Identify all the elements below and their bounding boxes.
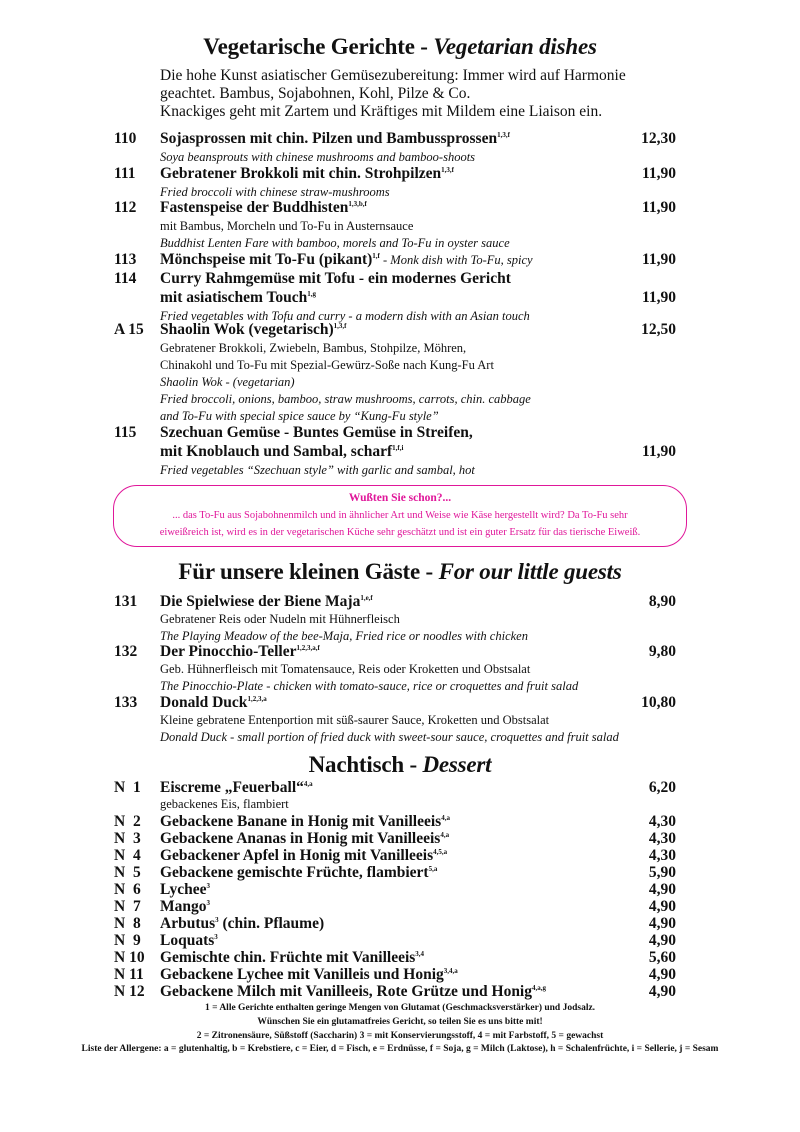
dessert-heading-en: Dessert xyxy=(422,752,492,777)
dish-description-en: The Playing Meadow of the bee-Maja, Fried rice or noodles with chicken xyxy=(160,629,528,643)
kids-heading xyxy=(0,559,800,585)
intro-line: Die hohe Kunst asiatischer Gemüsezubereitung: Immer wird auf Harmonie xyxy=(160,67,626,84)
dish-number: 113 xyxy=(114,251,137,268)
footer-note: 1 = Alle Gerichte enthalten geringe Mengen von Glutamat (Geschmacksverstärker) und Jodsalz. xyxy=(204,1003,596,1013)
dish-title: Lychee$^3$ xyxy=(160,881,210,898)
dish-title: Der Pinocchio-Teller$^{1,2,3,a,f}$ xyxy=(160,643,320,660)
allergen-codes: 1,f xyxy=(372,251,380,260)
dish-price: 11,90 xyxy=(641,165,676,182)
allergen-codes: 5,a xyxy=(428,864,438,873)
dish-number: 132 xyxy=(114,643,138,660)
dish-description-en: Soya beansprouts with chinese mushrooms and bamboo-shoots xyxy=(160,150,476,164)
dish-title: Fastenspeise der Buddhisten$^{1,3,b,f}$ xyxy=(160,199,367,216)
dish-description: Geb. Hühnerfleisch mit Tomatensauce, Reis oder Kroketten und Obstsalat xyxy=(160,662,531,676)
dish-price: 4,90 xyxy=(648,932,676,949)
allergen-codes: 1,3,f xyxy=(441,165,455,174)
veg-intro xyxy=(160,67,626,121)
dish-description-en: Fried broccoli, onions, bamboo, straw mushrooms, carrots, chin. cabbage xyxy=(160,392,531,406)
dish-price: 11,90 xyxy=(641,251,676,268)
dish-number: 131 xyxy=(114,593,138,610)
allergen-codes: 3 xyxy=(215,915,219,924)
dish-number: N 8 xyxy=(114,915,141,932)
allergen-codes: 3,4 xyxy=(415,949,425,958)
dish-title: Loquats$^3$ xyxy=(160,932,218,949)
dish-description-en: Fried broccoli with chinese straw-mushrooms xyxy=(160,185,390,199)
allergen-codes: 1,f,i xyxy=(392,443,404,452)
dish-price: 6,20 xyxy=(648,779,676,796)
dish-title: Die Spielwiese der Biene Maja$^{1,e,f}$ xyxy=(160,593,373,610)
dish-title: Curry Rahmgemüse mit Tofu - ein modernes Gericht xyxy=(160,270,511,287)
allergen-codes: 3 xyxy=(206,881,210,890)
dish-number: A 15 xyxy=(114,321,144,338)
allergen-codes: 1,3,f xyxy=(333,321,347,330)
kids-heading-en: For our little guests xyxy=(438,559,622,584)
footer-note: Wünschen Sie ein glutamatfreies Gericht, so teilen Sie es uns bitte mit! xyxy=(257,1017,543,1027)
allergen-codes: 3,4,a xyxy=(443,966,458,975)
dish-title: Gebackene Banane in Honig mit Vanilleeis$^{4,a}$ xyxy=(160,813,450,830)
dish-number: N 7 xyxy=(114,898,141,915)
dish-price: 11,90 xyxy=(641,443,676,460)
allergen-codes: 3 xyxy=(206,898,210,907)
dish-number: 115 xyxy=(114,424,137,441)
dish-number: N 11 xyxy=(114,966,144,983)
allergen-codes: 4,a,g xyxy=(532,983,546,992)
dish-number: N 1 xyxy=(114,779,141,796)
dish-price: 4,90 xyxy=(648,915,676,932)
dish-title: Szechuan Gemüse - Buntes Gemüse in Streifen, xyxy=(160,424,473,441)
dish-price: 8,90 xyxy=(648,593,676,610)
dish-description-en: Donald Duck - small portion of fried duck with sweet-sour sauce, croquettes and fruit salad xyxy=(160,730,619,744)
dish-number: N 6 xyxy=(114,881,141,898)
dish-title: Gebackene Ananas in Honig mit Vanilleeis$^{4,a}$ xyxy=(160,830,450,847)
allergen-codes: 4,a xyxy=(440,830,450,839)
allergen-codes: 1,2,3,a xyxy=(247,694,267,703)
footer-note: 2 = Zitronensäure, Süßstoff (Saccharin) 3 = mit Konservierungsstoff, 4 = mit Farbstoff, 5 = gewachst xyxy=(196,1031,604,1041)
dish-number: N 5 xyxy=(114,864,141,881)
kids-heading-de: Für unsere kleinen Gäste - xyxy=(178,559,433,584)
dish-price: 5,90 xyxy=(648,864,676,881)
dish-description-en: Fried vegetables with Tofu and curry - a modern dish with an Asian touch xyxy=(160,309,530,323)
dish-price: 12,30 xyxy=(641,130,676,147)
dish-title: Gebackener Apfel in Honig mit Vanilleeis$^{4,5,a}$ xyxy=(160,847,448,864)
dish-description-en: Fried vegetables “Szechuan style” with garlic and sambal, hot xyxy=(160,463,475,477)
dish-number: 112 xyxy=(114,199,137,216)
intro-line: geachtet. Bambus, Sojabohnen, Kohl, Pilze & Co. xyxy=(160,85,471,102)
dish-number: N 9 xyxy=(114,932,141,949)
dish-title: Gebackene Lychee mit Vanilleis und Honig$^{3,4,a}$ xyxy=(160,966,458,983)
dish-number: 133 xyxy=(114,694,138,711)
dish-price: 11,90 xyxy=(641,289,676,306)
allergen-codes: 1,e,f xyxy=(360,593,373,602)
dish-description-en: and To-Fu with special spice sauce by “Kung-Fu style” xyxy=(160,409,439,423)
allergen-codes: 1,2,3,a,f xyxy=(296,643,320,652)
dish-number: N 12 xyxy=(114,983,145,1000)
dish-title: Gebackene Milch mit Vanilleeis, Rote Grütze und Honig$^{4,a,g}$ xyxy=(160,983,546,1000)
dish-description: Gebratener Reis oder Nudeln mit Hühnerfleisch xyxy=(160,612,400,626)
dish-number: 111 xyxy=(114,165,136,182)
dish-price: 4,90 xyxy=(648,966,676,983)
dish-number: N 2 xyxy=(114,813,141,830)
dish-price: 4,90 xyxy=(648,983,676,1000)
dish-price: 11,90 xyxy=(641,199,676,216)
dish-price: 4,90 xyxy=(648,898,676,915)
allergen-codes: 4,5,a xyxy=(433,847,448,856)
dish-title: Donald Duck$^{1,2,3,a}$ xyxy=(160,694,267,711)
dish-title: Sojasprossen mit chin. Pilzen und Bambussprossen$^{1,3,f}$ xyxy=(160,130,510,147)
intro-line: Knackiges geht mit Zartem und Kräftiges mit Mildem eine Liaison ein. xyxy=(160,103,603,120)
dish-description-en: The Pinocchio-Plate - chicken with tomato-sauce, rice or croquettes and fruit salad xyxy=(160,679,579,693)
dish-number: N 3 xyxy=(114,830,141,847)
dish-price: 9,80 xyxy=(648,643,676,660)
dish-number: 114 xyxy=(114,270,137,287)
dish-title: Shaolin Wok (vegetarisch)$^{1,3,f}$ xyxy=(160,321,347,338)
dish-price: 4,30 xyxy=(648,847,676,864)
allergen-codes: 1,g xyxy=(307,289,317,298)
allergen-codes: 4,a xyxy=(441,813,450,822)
dish-title: Mango$^3$ xyxy=(160,898,210,915)
dish-price: 4,30 xyxy=(648,813,676,830)
dish-title-en: - Monk dish with To-Fu, spicy xyxy=(379,253,533,267)
allergen-codes: 3 xyxy=(214,932,218,941)
dessert-heading-de: Nachtisch - xyxy=(308,752,417,777)
veg-heading-en: Vegetarian dishes xyxy=(433,34,597,59)
dish-title: Arbutus$^3$ (chin. Pflaume) xyxy=(160,915,325,932)
dish-title: Gebratener Brokkoli mit chin. Strohpilzen$^{1,3,f}$ xyxy=(160,165,455,182)
dish-title: Gebackene gemischte Früchte, flambiert$^{5,a}$ xyxy=(160,864,438,881)
dish-title: Mönchspeise mit To-Fu (pikant)$^{1,f}$ - Monk dish with To-Fu, spicy xyxy=(160,251,533,268)
dish-title: Eiscreme „Feuerball“$^{4,a}$ xyxy=(160,779,313,796)
dish-price: 5,60 xyxy=(648,949,676,966)
dish-description: mit Bambus, Morcheln und To-Fu in Austernsauce xyxy=(160,219,414,233)
dish-description-en: Buddhist Lenten Fare with bamboo, morels and To-Fu in oyster sauce xyxy=(160,236,510,250)
footer-note: Liste der Allergene: a = glutenhaltig, b = Krebstiere, c = Eier, d = Fisch, e = Erdnüsse, f = Soja, g = Milch (Laktose), h = Schalenfrüchte, i = Sellerie, j = Sesam xyxy=(81,1044,719,1054)
dish-number: N 10 xyxy=(114,949,145,966)
dish-number: N 4 xyxy=(114,847,141,864)
dish-description: Chinakohl und To-Fu mit Spezial-Gewürz-Soße nach Kung-Fu Art xyxy=(160,358,494,372)
dish-number: 110 xyxy=(114,130,137,147)
allergen-codes: 4,a xyxy=(303,779,313,788)
dish-title: Gemischte chin. Früchte mit Vanilleeis$^{3,4}$ xyxy=(160,949,425,966)
info-line: ... das To-Fu aus Sojabohnenmilch und in ähnlicher Art und Weise wie Käse hergestellt wird? Da To-Fu sehr xyxy=(172,510,628,521)
info-line: eiweißreich ist, wird es in der vegetarischen Küche sehr geschätzt und ist ein guter Ersatz für das tierische Eiweiß. xyxy=(159,527,641,538)
veg-heading-de: Vegetarische Gerichte - xyxy=(203,34,428,59)
dish-title: mit asiatischem Touch$^{1,g}$ xyxy=(160,289,317,306)
dish-description: Gebratener Brokkoli, Zwiebeln, Bambus, Stohpilze, Möhren, xyxy=(160,341,467,355)
dish-description: gebackenes Eis, flambiert xyxy=(160,797,289,811)
dish-description: Kleine gebratene Entenportion mit süß-saurer Sauce, Kroketten und Obstsalat xyxy=(160,713,550,727)
allergen-codes: 1,3,f xyxy=(497,130,510,139)
dish-price: 10,80 xyxy=(641,694,676,711)
dish-description-en: Shaolin Wok - (vegetarian) xyxy=(160,375,295,389)
info-heading: Wußten Sie schon?... xyxy=(348,492,452,504)
dish-price: 12,50 xyxy=(641,321,676,338)
allergen-codes: 1,3,b,f xyxy=(348,199,367,208)
dish-price: 4,30 xyxy=(648,830,676,847)
dessert-heading xyxy=(0,752,800,778)
info-box xyxy=(113,485,687,547)
dish-title: mit Knoblauch und Sambal, scharf$^{1,f,i}$ xyxy=(160,443,404,460)
veg-heading xyxy=(0,34,800,60)
dish-price: 4,90 xyxy=(648,881,676,898)
